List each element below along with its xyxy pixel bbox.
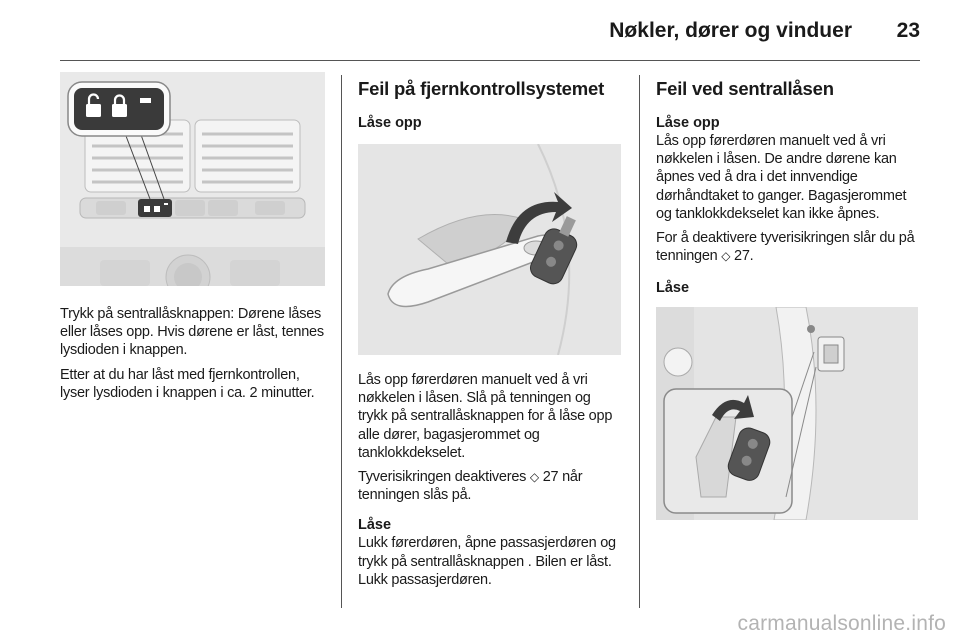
subheading-lock: Låse [358,517,392,534]
column-divider [639,75,640,608]
figure-central-lock-button [60,72,325,286]
reference-arrow-icon: ◇ [529,470,539,485]
paragraph: Lukk førerdøren, åpne passasjerdøren og trykk på sentrallåsknappen . Bilen er låst. Lukk passasjerdøren. [358,535,616,588]
paragraph [358,468,623,504]
subheading-lock: Låse [656,280,690,297]
subheading-unlock: Låse opp [656,115,720,131]
page-header [0,0,960,62]
figure-door-key [358,144,621,355]
header-rule [60,60,920,61]
figure-door-latch [656,307,918,520]
reference-arrow-icon: ◇ [721,249,731,264]
page-reference: 27. [734,248,754,265]
inline-text: Tyverisikringen deaktiveres [358,469,527,486]
paragraph: Lås opp førerdøren manuelt ved å vri nøkkelen i låsen. De andre dørene kan åpnes ved å dra i det innvendige dørhåndtaket to ganger. Bagasjerommet og tanklokkdekselet kan ikke åpnes. [656,133,907,222]
page-reference: 27 [542,469,559,486]
inline-text: når tenningen slås på. [358,469,583,504]
subheading-unlock: Låse opp [358,115,422,131]
page-number: 23 [896,19,920,42]
column-divider [341,75,342,608]
column-3 [656,72,922,520]
paragraph [656,229,922,265]
paragraph: Trykk på sentrallåsknappen: Dørene låses eller låses opp. Hvis dørene er låst, tennes lysdioden i knappen. [60,306,324,359]
section-title: Feil på fjernkontrollsystemet [358,78,605,99]
column-2 [358,72,623,589]
paragraph: Lås opp førerdøren manuelt ved å vri nøkkelen i låsen. Slå på tenningen og trykk på sentrallåsknappen for å låse opp alle dører, bagasjerommet og tanklokkdekselet. [358,372,613,461]
column-1 [60,72,325,402]
page-title: Nøkler, dører og vinduer [609,19,852,42]
paragraph: Etter at du har låst med fjernkontrollen, lyser lysdioden i knappen i ca. 2 minutter. [60,366,315,401]
inline-text: For å deaktivere tyverisikringen slår du på tenningen [656,230,915,265]
watermark: carmanualsonline.info [737,612,946,635]
section-title: Feil ved sentrallåsen [656,78,834,99]
